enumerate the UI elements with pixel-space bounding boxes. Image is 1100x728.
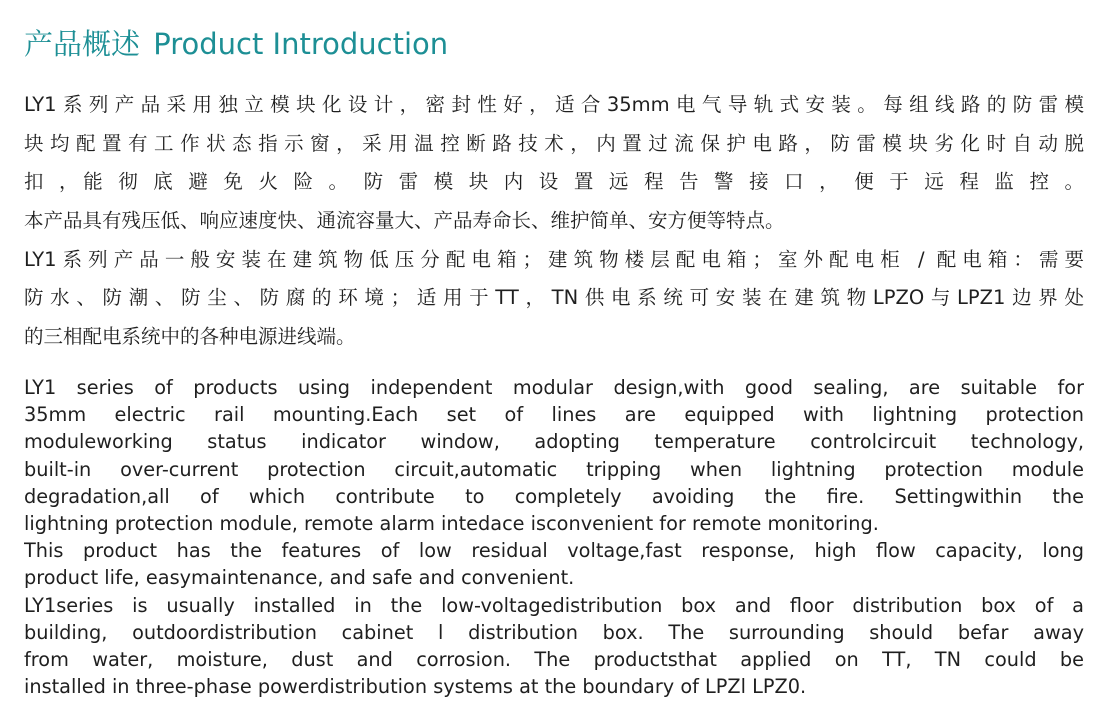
english-paragraph-line: product life, easymaintenance, and safe and convenient.	[24, 566, 575, 590]
chinese-paragraph-line: 扣 ，能 彻 底 避 免 火 险 。 防 雷 模 块 内 设 置 远 程 告 警 接 口 ， 便 于 远 程 监 控 。	[24, 170, 1084, 194]
english-paragraph-line: built-in over-current protection circuit,automatic tripping when lightning protection module	[24, 457, 1084, 481]
page-title-chinese: 产品概述	[24, 27, 141, 61]
english-paragraph-line: building, outdoordistribution cabinet l distribution box. The surrounding should befar away	[24, 620, 1084, 644]
english-paragraph-line: This product has the features of low residual voltage,fast response, high flow capacity, long	[24, 539, 1084, 563]
english-paragraph-line: moduleworking status indicator window, adopting temperature controlcircuit technology,	[24, 430, 1084, 454]
english-paragraph-line: from water, moisture, dust and corrosion. The productsthat applied on TT, TN could be	[24, 647, 1084, 671]
chinese-paragraph-line: 本产品具有残压低、响应速度快、通流容量大、产品寿命长、维护简单、安方便等特点。	[24, 209, 785, 233]
english-paragraph-line: installed in three-phase powerdistribution systems at the boundary of LPZl LPZ0.	[24, 675, 807, 699]
english-paragraph-line: LY1series is usually installed in the low-voltagedistribution box and floor distribution box of a	[24, 593, 1084, 617]
chinese-paragraph-line: 防水、防潮、防尘、防腐的环境；适用于TT，TN供电系统可安装在建筑物LPZO与LPZ1边界处	[24, 286, 1084, 310]
chinese-paragraph-line: 的三相配电系统中的各种电源进线端。	[24, 325, 356, 349]
english-paragraph-line: LY1 series of products using independent modular design,with good sealing, are suitable for	[24, 376, 1084, 399]
chinese-paragraph-line: LY1系列产品采用独立模块化设计，密封性好，适合35mm电气导轨式安装。每组线路的防雷模	[24, 93, 1084, 116]
chinese-paragraph-line: 块均配置有工作状态指示窗，采用温控断路技术，内置过流保护电路，防雷模块劣化时自动脱	[24, 131, 1084, 155]
chinese-description	[24, 86, 1084, 357]
english-paragraph-line: lightning protection module, remote alarm intedace isconvenient for remote monitoring.	[24, 511, 879, 535]
english-paragraph-line: degradation,all of which contribute to completely avoiding the fire. Settingwithin the	[24, 484, 1084, 508]
chinese-paragraph-line: LY1系列产品一般安装在建筑物低压分配电箱；建筑物楼层配电箱；室外配电柜 / 配电箱：需要	[24, 247, 1084, 271]
page-title-english: Product Introduction	[153, 27, 449, 61]
page-title	[24, 22, 1074, 66]
english-description	[24, 374, 1084, 700]
english-paragraph-line: 35mm electric rail mounting.Each set of lines are equipped with lightning protection	[24, 403, 1084, 427]
